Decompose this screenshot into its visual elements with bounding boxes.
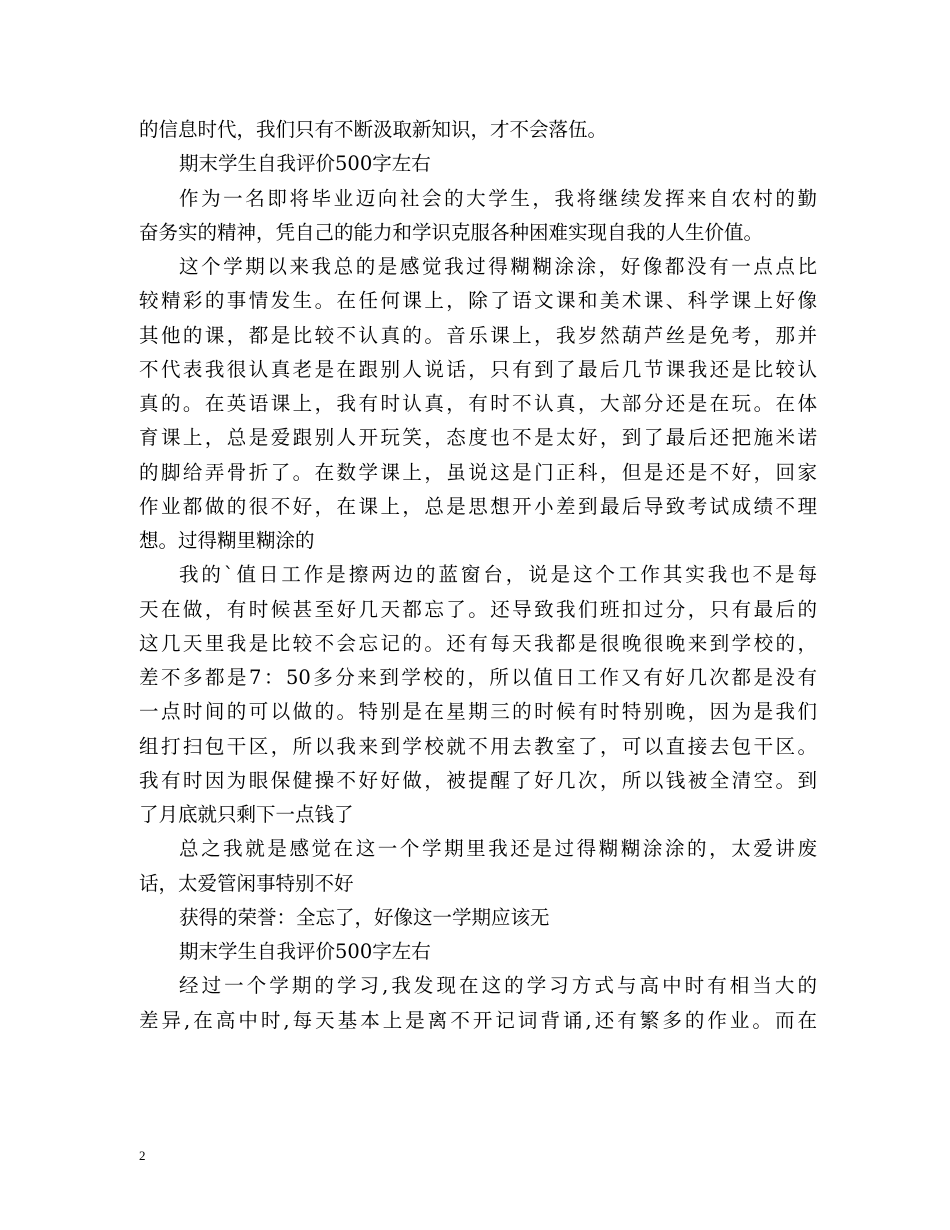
- text-line: 天在做，有时候甚至好几天都忘了。还导致我们班扣过分，只有最后的: [139, 597, 817, 621]
- text-line: 真的。在英语课上，我有时认真，有时不认真，大部分还是在玩。在体: [139, 392, 817, 415]
- text-line: 组打扫包干区，所以我来到学校就不用去教室了，可以直接去包干区。: [139, 734, 817, 758]
- text-line: 话，太爱管闲事特别不好: [139, 871, 354, 895]
- text-line: 作为一名即将毕业迈向社会的大学生，我将继续发挥来自农村的勤: [179, 186, 817, 210]
- page-number: 2: [139, 1148, 146, 1163]
- text-line: 想。过得糊里糊涂的: [139, 529, 315, 552]
- text-line: 总之我就是感觉在这一个学期里我还是过得糊糊涂涂的，太爱讲废: [179, 837, 817, 861]
- document-body: [139, 113, 817, 1038]
- text-line: 其他的课，都是比较不认真的。音乐课上，我岁然葫芦丝是免考，那并: [139, 323, 817, 347]
- text-line: 这几天里我是比较不会忘记的。还有每天我都是很晚很晚来到学校的，: [139, 631, 817, 655]
- text-line: 我有时因为眼保健操不好好做，被提醒了好几次，所以钱被全清空。到: [139, 768, 817, 792]
- text-line: 一点时间的可以做的。特别是在星期三的时候有时特别晚，因为是我们: [139, 700, 817, 724]
- text-line: 的脚给弄骨折了。在数学课上，虽说这是门正科，但是还是不好，回家: [139, 460, 817, 484]
- text-line: 期末学生自我评价500字左右: [179, 940, 431, 963]
- text-line: 了月底就只剩下一点钱了: [139, 803, 354, 826]
- text-line: 育课上，总是爱跟别人开玩笑，态度也不是太好，到了最后还把施米诺: [139, 426, 817, 450]
- text-line: 我的`值日工作是擦两边的蓝窗台，说是这个工作其实我也不是每: [179, 563, 817, 587]
- text-line: 差异,在高中时,每天基本上是离不开记词背诵,还有繁多的作业。而在: [139, 1008, 817, 1032]
- text-line: 作业都做的很不好，在课上，总是思想开小差到最后导致考试成绩不理: [139, 494, 817, 518]
- text-line: 较精彩的事情发生。在任何课上，除了语文课和美术课、科学课上好像: [139, 289, 817, 313]
- text-line: 差不多都是7：50多分来到学校的，所以值日工作又有好几次都是没有: [139, 666, 817, 689]
- text-line: 奋务实的精神，凭自己的能力和学识克服各种困难实现自我的人生价值。: [139, 220, 764, 244]
- text-line: 获得的荣誉：全忘了，好像这一学期应该无: [179, 905, 550, 929]
- text-line: 不代表我很认真老是在跟别人说话，只有到了最后几节课我还是比较认: [139, 357, 817, 381]
- text-line: 的信息时代，我们只有不断汲取新知识，才不会落伍。: [139, 118, 608, 141]
- text-line: 期末学生自我评价500字左右: [179, 152, 431, 176]
- text-line: 经过一个学期的学习,我发现在这的学习方式与高中时有相当大的: [179, 974, 817, 998]
- text-line: 这个学期以来我总的是感觉我过得糊糊涂涂，好像都没有一点点比: [179, 255, 817, 278]
